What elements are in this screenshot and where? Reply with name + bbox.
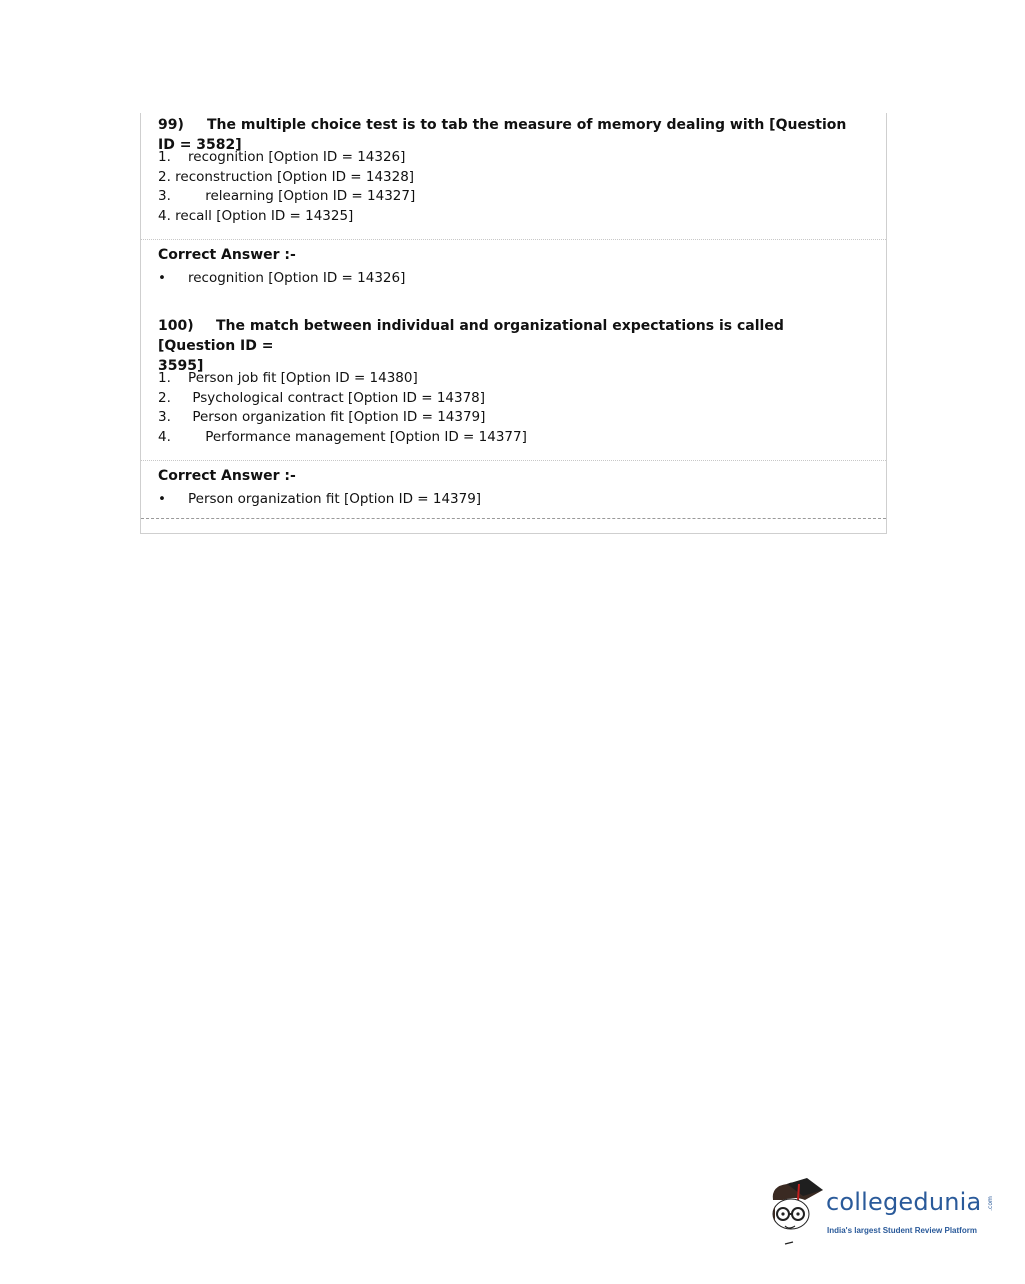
option-item: 1. recognition [Option ID = 14326] [158, 149, 406, 165]
divider [141, 239, 886, 240]
bullet-icon: • [158, 491, 166, 507]
divider [141, 460, 886, 461]
mascot-icon [765, 1178, 825, 1248]
question-100-title [158, 316, 858, 376]
question-number: 99) [158, 117, 184, 133]
brand-tagline: India's largest Student Review Platform [827, 1226, 977, 1235]
question-text: The match between individual and organizational expectations is called [Question ID = [158, 318, 784, 354]
option-item: 4. recall [Option ID = 14325] [158, 207, 354, 224]
option-item: 3. relearning [Option ID = 14327] [158, 188, 416, 205]
correct-answer-label: Correct Answer :- [158, 247, 296, 263]
option-item: 2. reconstruction [Option ID = 14328] [158, 168, 415, 185]
option-item: 1. Person job fit [Option ID = 14380] [158, 370, 418, 386]
options-list [158, 148, 415, 226]
correct-answer-text: Person organization fit [Option ID = 14379] [188, 491, 482, 507]
bullet-icon: • [158, 270, 166, 286]
question-panel [140, 113, 887, 534]
correct-answer [158, 270, 405, 286]
question-text-continued: 3595] [158, 358, 204, 374]
question-number: 100) [158, 318, 194, 334]
dashed-separator [141, 518, 886, 519]
correct-answer-label: Correct Answer :- [158, 468, 296, 484]
option-item: 2. Psychological contract [Option ID = 14378] [158, 389, 486, 406]
correct-answer-text: recognition [Option ID = 14326] [188, 270, 406, 286]
options-list [158, 369, 527, 447]
brand-name: collegedunia [826, 1188, 982, 1216]
question-text: The multiple choice test is to tab the measure of memory dealing with [Question ID = 3582] [158, 117, 847, 153]
option-item: 4. Performance management [Option ID = 14377] [158, 428, 527, 445]
collegedunia-logo [765, 1178, 995, 1248]
option-item: 3. Person organization fit [Option ID = 14379] [158, 409, 486, 426]
correct-answer [158, 491, 481, 507]
brand-dotcom: .com [986, 1196, 994, 1211]
